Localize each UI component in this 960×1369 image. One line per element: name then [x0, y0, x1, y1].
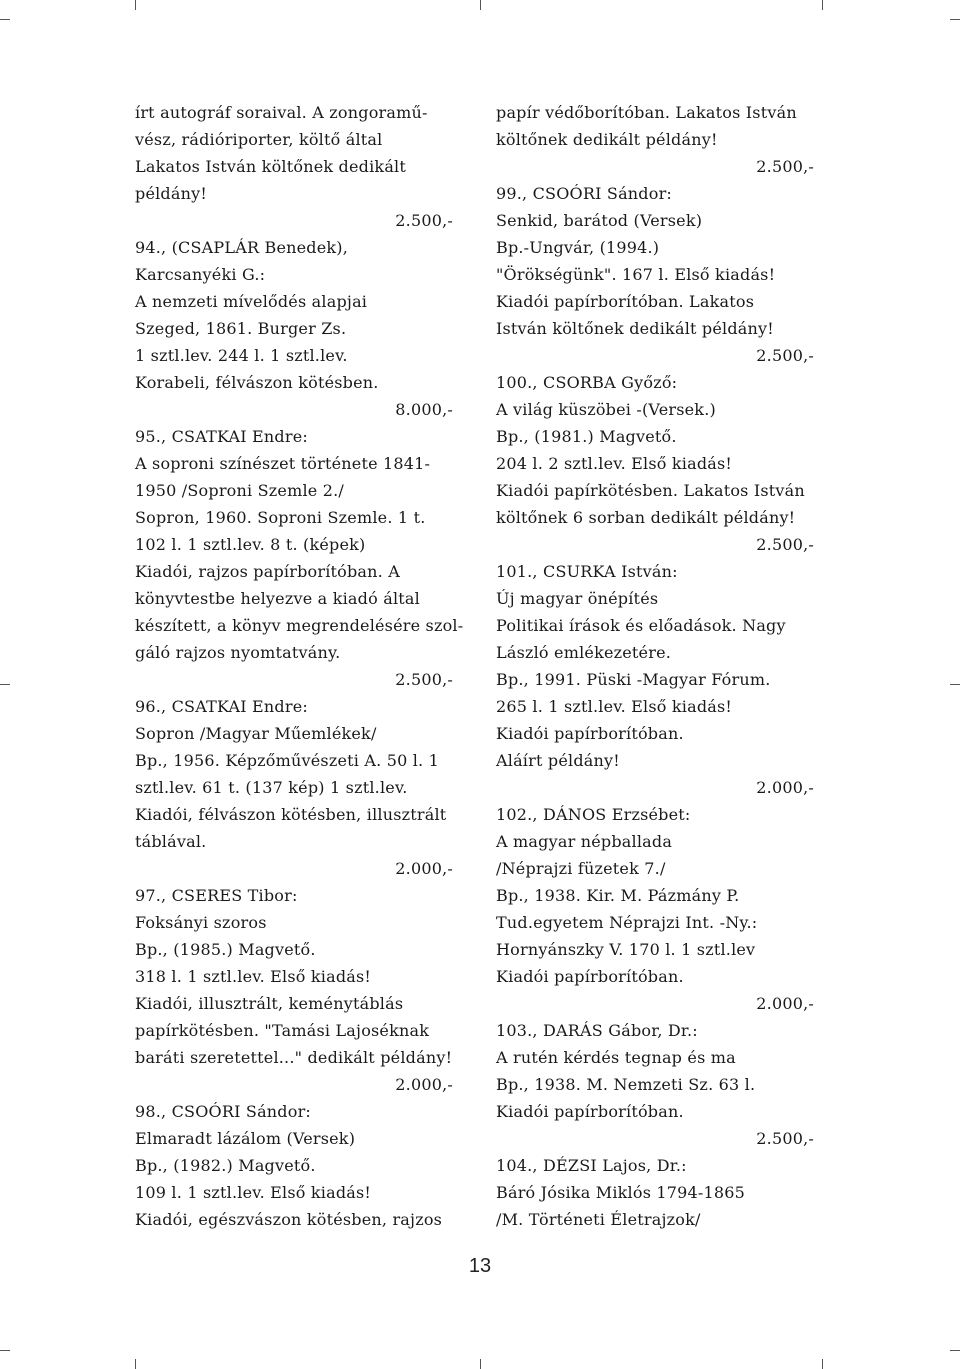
text-line: Kiadói papírborítóban.: [496, 724, 684, 743]
text-line: Bp., 1956. Képzőművészeti A. 50 l. 1: [135, 751, 440, 770]
text-line: gáló rajzos nyomtatvány.: [135, 643, 341, 662]
entry-heading: 102., DÁNOS Erzsébet:: [496, 805, 691, 824]
text-line: 102 l. 1 sztl.lev. 8 t. (képek): [135, 535, 366, 554]
price: 2.000,-: [395, 859, 453, 878]
text-line: Szeged, 1861. Burger Zs.: [135, 319, 347, 338]
page-number: 13: [468, 1255, 492, 1277]
price: 2.000,-: [756, 994, 814, 1013]
text-line: Bp., (1981.) Magvető.: [496, 427, 677, 446]
crop-mark: [822, 0, 823, 10]
text-line: 109 l. 1 sztl.lev. Első kiadás!: [135, 1183, 372, 1202]
crop-mark: [0, 1350, 10, 1351]
text-line: Hornyánszky V. 170 l. 1 sztl.lev: [496, 940, 756, 959]
text-line: László emlékezetére.: [496, 643, 672, 662]
text-line: Korabeli, félvászon kötésben.: [135, 373, 379, 392]
price: 2.000,-: [756, 778, 814, 797]
text-line: Kiadói, egészvászon kötésben, rajzos: [135, 1210, 443, 1229]
text-line: 94., (CSAPLÁR Benedek),: [135, 238, 349, 257]
text-line: sztl.lev. 61 t. (137 kép) 1 sztl.lev.: [135, 778, 408, 797]
text-line: Bp.-Ungvár, (1994.): [496, 238, 660, 257]
text-line: A rutén kérdés tegnap és ma: [496, 1048, 736, 1067]
crop-mark: [135, 0, 136, 10]
text-line: Kiadói papírkötésben. Lakatos István: [496, 481, 805, 500]
price: 2.500,-: [756, 346, 814, 365]
text-line: A soproni színészet története 1841-: [135, 454, 431, 473]
entry-heading: 96., CSATKAI Endre:: [135, 697, 308, 716]
crop-mark: [0, 684, 10, 685]
entry-heading: 99., CSOÓRI Sándor:: [496, 184, 673, 203]
crop-mark: [950, 684, 960, 685]
text-line: A világ küszöbei -(Versek.): [496, 400, 716, 419]
text-line: Új magyar önépítés: [496, 589, 659, 608]
crop-mark: [480, 0, 481, 10]
text-line: könyvtestbe helyezve a kiadó által: [135, 589, 420, 608]
text-line: Bp., 1991. Püski -Magyar Fórum.: [496, 670, 771, 689]
text-line: papírkötésben. "Tamási Lajoséknak: [135, 1021, 430, 1040]
price: 2.000,-: [395, 1075, 453, 1094]
text-line: Foksányi szoros: [135, 913, 267, 932]
text-line: 204 l. 2 sztl.lev. Első kiadás!: [496, 454, 733, 473]
text-line: Kiadói, félvászon kötésben, illusztrált: [135, 805, 447, 824]
text-line: A magyar népballada: [496, 832, 673, 851]
text-line: Bp., (1982.) Magvető.: [135, 1156, 316, 1175]
crop-mark: [950, 19, 960, 20]
price: 8.000,-: [395, 400, 453, 419]
entry-heading: 97., CSERES Tibor:: [135, 886, 298, 905]
text-line: István költőnek dedikált példány!: [496, 319, 774, 338]
text-line: Sopron, 1960. Soproni Szemle. 1 t.: [135, 508, 426, 527]
price: 2.500,-: [756, 1129, 814, 1148]
entry-heading: 100., CSORBA Győző:: [496, 373, 678, 392]
text-line: A nemzeti mívelődés alapjai: [135, 292, 368, 311]
text-line: Bp., 1938. Kir. M. Pázmány P.: [496, 886, 740, 905]
text-line: Bp., (1985.) Magvető.: [135, 940, 316, 959]
text-line: 318 l. 1 sztl.lev. Első kiadás!: [135, 967, 372, 986]
entry-heading: 104., DÉZSI Lajos, Dr.:: [496, 1156, 687, 1175]
entry-heading: 95., CSATKAI Endre:: [135, 427, 308, 446]
text-line: Tud.egyetem Néprajzi Int. -Ny.:: [496, 913, 758, 932]
text-line: költőnek dedikált példány!: [496, 130, 718, 149]
entry-heading: 103., DARÁS Gábor, Dr.:: [496, 1021, 698, 1040]
left-column: [135, 99, 464, 1233]
text-line: táblával.: [135, 832, 207, 851]
crop-mark: [480, 1359, 481, 1369]
price: 2.500,-: [395, 670, 453, 689]
crop-mark: [0, 19, 10, 20]
text-line: 1 sztl.lev. 244 l. 1 sztl.lev.: [135, 346, 348, 365]
crop-mark: [135, 1359, 136, 1369]
text-line: Politikai írások és előadások. Nagy: [496, 616, 786, 635]
text-line: 1950 /Soproni Szemle 2./: [135, 481, 344, 500]
text-line: Sopron /Magyar Műemlékek/: [135, 724, 377, 743]
text-line: /Néprajzi füzetek 7./: [496, 859, 666, 878]
text-line: Kiadói, rajzos papírborítóban. A: [135, 562, 400, 581]
price: 2.500,-: [395, 211, 453, 230]
text-line: költőnek 6 sorban dedikált példány!: [496, 508, 796, 527]
text-line: /M. Történeti Életrajzok/: [496, 1210, 701, 1229]
text-line: papír védőborítóban. Lakatos István: [496, 103, 797, 122]
text-line: készített, a könyv megrendelésére szol-: [135, 616, 464, 635]
text-line: 265 l. 1 sztl.lev. Első kiadás!: [496, 697, 733, 716]
text-line: példány!: [135, 184, 207, 203]
text-line: Bp., 1938. M. Nemzeti Sz. 63 l.: [496, 1075, 756, 1094]
right-column: [496, 99, 814, 1233]
crop-mark: [950, 1350, 960, 1351]
text-line: Senkid, barátod (Versek): [496, 211, 703, 230]
text-line: Báró Jósika Miklós 1794-1865: [496, 1183, 746, 1202]
text-line: Kiadói papírborítóban.: [496, 1102, 684, 1121]
text-line: Elmaradt lázálom (Versek): [135, 1129, 356, 1148]
entry-heading: 98., CSOÓRI Sándor:: [135, 1102, 312, 1121]
text-line: baráti szeretettel..." dedikált példány!: [135, 1048, 453, 1067]
text-line: Kiadói papírborítóban. Lakatos: [496, 292, 755, 311]
text-line: Karcsanyéki G.:: [135, 265, 266, 284]
text-line: Lakatos István költőnek dedikált: [135, 157, 407, 176]
text-line: Kiadói papírborítóban.: [496, 967, 684, 986]
text-line: Kiadói, illusztrált, keménytáblás: [135, 994, 404, 1013]
text-line: Aláírt példány!: [496, 751, 620, 770]
entry-heading: 101., CSURKA István:: [496, 562, 678, 581]
text-line: vész, rádióriporter, költő által: [135, 130, 383, 149]
price: 2.500,-: [756, 535, 814, 554]
text-line: írt autográf soraival. A zongoramű-: [135, 103, 428, 122]
price: 2.500,-: [756, 157, 814, 176]
crop-mark: [822, 1359, 823, 1369]
text-line: "Örökségünk". 167 l. Első kiadás!: [496, 265, 776, 284]
